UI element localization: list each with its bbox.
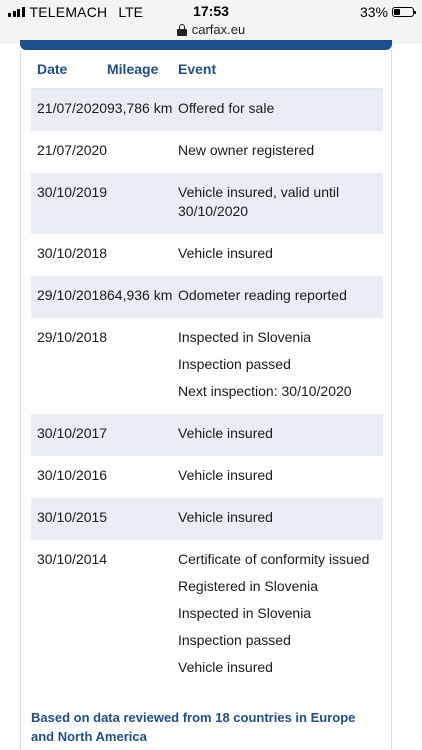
row-date: 30/10/2014 (37, 551, 108, 567)
row-events (178, 424, 383, 456)
table-row (31, 318, 383, 414)
event-item: Vehicle insured (178, 467, 273, 483)
row-mileage (107, 550, 178, 690)
header-event: Event (178, 61, 217, 77)
address-bar[interactable] (0, 22, 422, 37)
table-row (31, 414, 383, 456)
table-row (31, 89, 383, 131)
row-mileage (107, 244, 178, 276)
status-time: 17:53 (193, 3, 229, 19)
row-events (178, 286, 383, 318)
carrier-name: TELEMACH (29, 4, 108, 20)
row-events (178, 244, 383, 276)
status-bar (0, 0, 422, 44)
row-events (178, 99, 383, 131)
battery-icon (392, 7, 414, 17)
network-type: LTE (118, 4, 143, 20)
event-item: New owner registered (178, 142, 315, 158)
battery-fill (394, 9, 400, 15)
table-row (31, 131, 383, 173)
row-date: 29/10/2018 (37, 287, 108, 303)
row-date: 21/07/2020 (37, 142, 108, 158)
row-date: 21/07/2020 (37, 100, 108, 116)
battery-percent: 33% (359, 4, 388, 20)
row-mileage (107, 141, 178, 173)
event-item: Inspected in Slovenia (178, 329, 312, 345)
table-header (31, 50, 383, 89)
table-row (31, 173, 383, 234)
event-item: Registered in Slovenia (178, 578, 319, 594)
row-mileage (107, 328, 178, 414)
row-events (178, 466, 383, 498)
history-card (20, 50, 392, 750)
event-item: Offered for sale (178, 100, 275, 116)
row-date: 30/10/2016 (37, 467, 108, 483)
event-item: Inspection passed (178, 632, 291, 648)
event-item: Vehicle insured (178, 245, 273, 261)
url-text[interactable]: carfax.eu (191, 22, 246, 37)
row-date: 30/10/2017 (37, 425, 108, 441)
header-date: Date (37, 61, 68, 77)
row-events (178, 183, 383, 234)
event-item: Odometer reading reported (178, 287, 347, 303)
row-date: 30/10/2015 (37, 509, 108, 525)
row-events (178, 508, 383, 540)
row-date: 30/10/2019 (37, 184, 108, 200)
table-row (31, 276, 383, 318)
row-mileage (107, 466, 178, 498)
event-item: Next inspection: 30/10/2020 (178, 383, 352, 399)
row-events (178, 328, 383, 414)
event-item: Inspected in Slovenia (178, 605, 312, 621)
table-row (31, 456, 383, 498)
header-mileage: Mileage (107, 61, 159, 77)
event-item: Vehicle insured (178, 425, 273, 441)
battery-status (360, 4, 414, 20)
history-table (31, 50, 383, 690)
row-mileage (107, 424, 178, 456)
event-item: Vehicle insured (178, 659, 273, 675)
row-date: 29/10/2018 (37, 329, 108, 345)
card-header-band (20, 40, 392, 50)
row-mileage: 64,936 km (107, 287, 173, 303)
data-source-note: Based on data reviewed from 18 countries in Europe and North America (31, 710, 356, 744)
event-item: Inspection passed (178, 356, 291, 372)
row-mileage: 93,786 km (107, 100, 173, 116)
table-row (31, 498, 383, 540)
row-mileage (107, 508, 178, 540)
event-item: Certificate of conformity issued (178, 551, 370, 567)
table-body (31, 89, 383, 690)
row-events (178, 550, 383, 690)
row-date: 30/10/2018 (37, 245, 108, 261)
table-row (31, 540, 383, 690)
event-item: Vehicle insured, valid until 30/10/2020 (178, 184, 340, 219)
row-mileage (107, 183, 178, 234)
lock-icon (177, 24, 187, 36)
row-events (178, 141, 383, 173)
table-row (31, 234, 383, 276)
event-item: Vehicle insured (178, 509, 273, 525)
